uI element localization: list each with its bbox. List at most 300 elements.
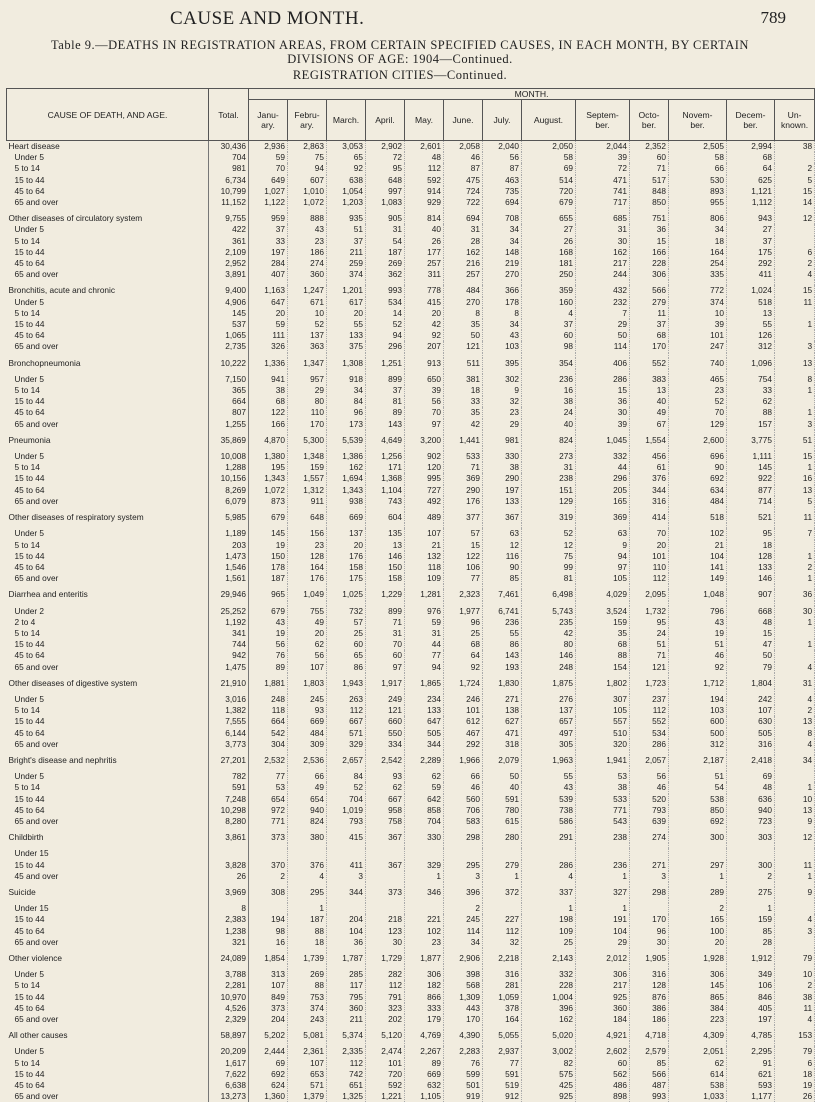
age-row bbox=[7, 551, 815, 562]
total-cell: 27,201 bbox=[209, 755, 249, 766]
month-cell: 80 bbox=[522, 639, 576, 650]
month-cell: 30 bbox=[366, 937, 405, 948]
month-cell: 330 bbox=[483, 451, 522, 462]
month-cell: 2,863 bbox=[288, 141, 327, 153]
month-cell: 106 bbox=[727, 980, 775, 991]
month-cell: 193 bbox=[483, 662, 522, 673]
month-cell: 518 bbox=[727, 297, 775, 308]
month-cell: 165 bbox=[576, 496, 630, 507]
age-label: 15 to 44 bbox=[7, 319, 209, 330]
month-cell: 122 bbox=[249, 407, 288, 418]
header-month: Novem- ber. bbox=[669, 100, 727, 141]
age-label: Under 15 bbox=[7, 903, 209, 914]
month-cell: 37 bbox=[327, 236, 366, 247]
age-row bbox=[7, 224, 815, 235]
month-cell: 204 bbox=[327, 914, 366, 925]
month-cell: 70 bbox=[366, 639, 405, 650]
month-cell: 186 bbox=[288, 247, 327, 258]
month-cell: 630 bbox=[727, 716, 775, 727]
month-cell: 85 bbox=[483, 573, 522, 584]
total-cell: 664 bbox=[209, 396, 249, 407]
age-label: Under 5 bbox=[7, 451, 209, 462]
month-cell: 850 bbox=[669, 805, 727, 816]
month-cell: 23 bbox=[288, 236, 327, 247]
month-cell: 489 bbox=[405, 512, 444, 523]
month-cell: 374 bbox=[669, 297, 727, 308]
month-cell: 18 bbox=[444, 385, 483, 396]
month-cell: 2,542 bbox=[366, 755, 405, 766]
month-cell: 1,554 bbox=[630, 435, 669, 446]
month-cell: 162 bbox=[522, 1014, 576, 1025]
month-cell: 31 bbox=[576, 224, 630, 235]
month-cell: 514 bbox=[522, 175, 576, 186]
month-cell: 47 bbox=[727, 639, 775, 650]
month-cell: 279 bbox=[483, 860, 522, 871]
total-cell: 9,400 bbox=[209, 285, 249, 296]
month-cell: 51 bbox=[630, 639, 669, 650]
month-cell: 26 bbox=[775, 1091, 815, 1102]
month-cell: 1 bbox=[775, 617, 815, 628]
month-cell: 35 bbox=[444, 407, 483, 418]
month-cell: 60 bbox=[576, 1058, 630, 1069]
month-cell: 1,963 bbox=[522, 755, 576, 766]
month-cell: 53 bbox=[576, 771, 630, 782]
month-cell: 36 bbox=[630, 224, 669, 235]
month-cell: 49 bbox=[288, 782, 327, 793]
month-cell: 1 bbox=[775, 407, 815, 418]
month-cell: 154 bbox=[576, 662, 630, 673]
month-cell: 63 bbox=[576, 528, 630, 539]
month-cell: 62 bbox=[669, 1058, 727, 1069]
month-cell: 1,787 bbox=[327, 953, 366, 964]
month-cell: 898 bbox=[576, 1091, 630, 1102]
month-cell: 354 bbox=[522, 358, 576, 369]
month-cell: 87 bbox=[483, 163, 522, 174]
cause-row bbox=[7, 435, 815, 446]
month-cell: 168 bbox=[522, 247, 576, 258]
age-row bbox=[7, 728, 815, 739]
month-cell: 4,309 bbox=[669, 1030, 727, 1041]
month-cell: 738 bbox=[522, 805, 576, 816]
month-cell: 346 bbox=[405, 887, 444, 898]
month-cell: 110 bbox=[288, 407, 327, 418]
month-cell: 85 bbox=[630, 1058, 669, 1069]
month-cell: 217 bbox=[576, 980, 630, 991]
month-cell: 586 bbox=[522, 816, 576, 827]
month-cell: 303 bbox=[727, 832, 775, 843]
month-cell: 2,057 bbox=[630, 755, 669, 766]
month-cell: 162 bbox=[576, 247, 630, 258]
month-cell: 396 bbox=[522, 1003, 576, 1014]
month-cell: 117 bbox=[327, 980, 366, 991]
month-cell: 8 bbox=[444, 308, 483, 319]
month-cell: 751 bbox=[630, 213, 669, 224]
month-cell: 793 bbox=[630, 805, 669, 816]
age-row bbox=[7, 485, 815, 496]
month-cell: 248 bbox=[522, 662, 576, 673]
month-cell: 275 bbox=[727, 887, 775, 898]
header-month: Un- known. bbox=[775, 100, 815, 141]
month-cell: 237 bbox=[630, 694, 669, 705]
age-label: 45 to 64 bbox=[7, 258, 209, 269]
month-cell: 484 bbox=[444, 285, 483, 296]
month-cell: 3 bbox=[775, 419, 815, 430]
month-cell: 1,083 bbox=[366, 197, 405, 208]
month-cell: 103 bbox=[669, 705, 727, 716]
month-cell: 1,694 bbox=[327, 473, 366, 484]
month-cell: 43 bbox=[288, 224, 327, 235]
cause-label: Childbirth bbox=[7, 832, 209, 843]
month-cell: 1,105 bbox=[405, 1091, 444, 1102]
month-cell: 187 bbox=[249, 573, 288, 584]
month-cell: 1,941 bbox=[576, 755, 630, 766]
month-cell: 1,804 bbox=[727, 678, 775, 689]
month-cell: 55 bbox=[327, 319, 366, 330]
month-cell: 68 bbox=[576, 639, 630, 650]
month-cell: 84 bbox=[327, 396, 366, 407]
month-cell: 918 bbox=[327, 374, 366, 385]
month-cell: 232 bbox=[576, 297, 630, 308]
month-cell: 89 bbox=[405, 1058, 444, 1069]
age-row bbox=[7, 848, 815, 859]
age-row bbox=[7, 374, 815, 385]
month-cell: 329 bbox=[327, 739, 366, 750]
total-cell: 782 bbox=[209, 771, 249, 782]
month-cell: 248 bbox=[249, 694, 288, 705]
age-label: 15 to 44 bbox=[7, 473, 209, 484]
month-cell: 4 bbox=[288, 871, 327, 882]
month-cell: 467 bbox=[444, 728, 483, 739]
month-cell: 694 bbox=[444, 213, 483, 224]
month-cell: 2,295 bbox=[727, 1046, 775, 1057]
month-cell: 137 bbox=[522, 705, 576, 716]
month-cell: 9 bbox=[576, 540, 630, 551]
total-cell: 3,891 bbox=[209, 269, 249, 280]
month-cell: 42 bbox=[444, 419, 483, 430]
month-cell: 753 bbox=[288, 992, 327, 1003]
month-cell: 486 bbox=[576, 1080, 630, 1091]
month-cell: 694 bbox=[483, 197, 522, 208]
cause-label: Bronchopneumonia bbox=[7, 358, 209, 369]
month-cell: 55 bbox=[522, 771, 576, 782]
age-label: 15 to 44 bbox=[7, 175, 209, 186]
age-row bbox=[7, 258, 815, 269]
month-cell: 305 bbox=[522, 739, 576, 750]
month-cell: 236 bbox=[483, 617, 522, 628]
month-cell: 66 bbox=[669, 163, 727, 174]
month-cell: 1,380 bbox=[249, 451, 288, 462]
month-cell: 370 bbox=[249, 860, 288, 871]
month-cell: 104 bbox=[669, 551, 727, 562]
month-cell bbox=[775, 848, 815, 859]
month-cell: 92 bbox=[405, 330, 444, 341]
age-row bbox=[7, 540, 815, 551]
age-label: 5 to 14 bbox=[7, 308, 209, 319]
month-cell: 170 bbox=[630, 914, 669, 925]
age-row bbox=[7, 496, 815, 507]
page-header-title: CAUSE AND MONTH. bbox=[170, 8, 364, 30]
total-cell: 1,546 bbox=[209, 562, 249, 573]
month-cell bbox=[483, 903, 522, 914]
month-cell: 614 bbox=[669, 1069, 727, 1080]
month-cell: 3 bbox=[327, 871, 366, 882]
month-cell: 4,921 bbox=[576, 1030, 630, 1041]
month-cell: 571 bbox=[288, 1080, 327, 1091]
month-cell: 373 bbox=[366, 887, 405, 898]
month-cell: 96 bbox=[327, 407, 366, 418]
month-cell: 94 bbox=[405, 662, 444, 673]
month-cell: 893 bbox=[669, 186, 727, 197]
cause-row bbox=[7, 213, 815, 224]
cause-row bbox=[7, 832, 815, 843]
month-cell: 406 bbox=[576, 358, 630, 369]
age-label: 65 and over bbox=[7, 662, 209, 673]
month-cell: 660 bbox=[366, 716, 405, 727]
age-label: 65 and over bbox=[7, 1091, 209, 1102]
month-cell: 194 bbox=[249, 914, 288, 925]
header-month: Febru- ary. bbox=[288, 100, 327, 141]
month-cell: 337 bbox=[522, 887, 576, 898]
month-cell: 313 bbox=[249, 969, 288, 980]
month-cell: 68 bbox=[727, 152, 775, 163]
month-cell: 1,312 bbox=[288, 485, 327, 496]
month-cell: 118 bbox=[249, 705, 288, 716]
month-cell: 376 bbox=[630, 473, 669, 484]
age-label: 5 to 14 bbox=[7, 628, 209, 639]
month-cell: 157 bbox=[727, 419, 775, 430]
month-cell: 692 bbox=[669, 473, 727, 484]
month-cell: 583 bbox=[444, 816, 483, 827]
total-cell: 537 bbox=[209, 319, 249, 330]
cause-label: All other causes bbox=[7, 1030, 209, 1041]
age-label: 65 and over bbox=[7, 269, 209, 280]
month-cell: 30 bbox=[630, 937, 669, 948]
month-cell: 13 bbox=[775, 805, 815, 816]
cause-row bbox=[7, 678, 815, 689]
month-cell: 128 bbox=[727, 551, 775, 562]
month-cell: 796 bbox=[669, 606, 727, 617]
month-cell: 1,121 bbox=[727, 186, 775, 197]
month-cell: 1,112 bbox=[727, 197, 775, 208]
month-cell: 18 bbox=[727, 540, 775, 551]
month-cell: 33 bbox=[727, 385, 775, 396]
month-cell: 306 bbox=[576, 969, 630, 980]
month-cell: 2 bbox=[444, 903, 483, 914]
month-cell: 510 bbox=[576, 728, 630, 739]
age-label: 15 to 44 bbox=[7, 1069, 209, 1080]
month-cell: 35 bbox=[444, 319, 483, 330]
age-label: 45 to 64 bbox=[7, 407, 209, 418]
month-cell: 14 bbox=[366, 308, 405, 319]
month-cell: 1,203 bbox=[327, 197, 366, 208]
age-label: 15 to 44 bbox=[7, 396, 209, 407]
month-cell bbox=[522, 848, 576, 859]
month-cell: 79 bbox=[775, 953, 815, 964]
month-cell: 197 bbox=[249, 247, 288, 258]
month-cell: 330 bbox=[405, 832, 444, 843]
month-cell: 1,229 bbox=[366, 589, 405, 600]
total-cell: 3,016 bbox=[209, 694, 249, 705]
table-subcaption: REGISTRATION CITIES—Continued. bbox=[0, 68, 800, 83]
month-cell: 1,928 bbox=[669, 953, 727, 964]
age-label: 15 to 44 bbox=[7, 860, 209, 871]
month-cell: 13 bbox=[630, 385, 669, 396]
month-cell: 1,221 bbox=[366, 1091, 405, 1102]
month-cell: 23 bbox=[288, 540, 327, 551]
month-cell: 107 bbox=[249, 980, 288, 991]
month-cell bbox=[405, 848, 444, 859]
total-cell: 3,773 bbox=[209, 739, 249, 750]
age-label: 5 to 14 bbox=[7, 236, 209, 247]
age-label: 45 to 64 bbox=[7, 1003, 209, 1014]
total-cell: 2,383 bbox=[209, 914, 249, 925]
month-cell: 2,040 bbox=[483, 141, 522, 153]
month-cell: 56 bbox=[288, 650, 327, 661]
header-cause: CAUSE OF DEATH, AND AGE. bbox=[7, 89, 209, 141]
total-cell: 2,329 bbox=[209, 1014, 249, 1025]
month-cell: 95 bbox=[366, 163, 405, 174]
month-cell: 15 bbox=[775, 186, 815, 197]
month-cell bbox=[630, 848, 669, 859]
month-cell: 159 bbox=[727, 914, 775, 925]
month-cell: 76 bbox=[444, 1058, 483, 1069]
age-row bbox=[7, 175, 815, 186]
month-cell: 46 bbox=[669, 650, 727, 661]
month-cell: 538 bbox=[669, 1080, 727, 1091]
month-cell: 593 bbox=[727, 1080, 775, 1091]
month-cell: 64 bbox=[727, 163, 775, 174]
header-total: Total. bbox=[209, 89, 249, 141]
month-cell: 1 bbox=[775, 782, 815, 793]
month-cell: 1,004 bbox=[522, 992, 576, 1003]
month-cell: 1,343 bbox=[327, 485, 366, 496]
month-cell: 679 bbox=[249, 512, 288, 523]
month-cell: 1 bbox=[775, 639, 815, 650]
month-cell: 94 bbox=[576, 551, 630, 562]
month-cell: 648 bbox=[288, 512, 327, 523]
month-cell bbox=[366, 871, 405, 882]
cause-row bbox=[7, 141, 815, 153]
month-cell: 285 bbox=[327, 969, 366, 980]
month-cell: 306 bbox=[669, 969, 727, 980]
cause-row bbox=[7, 887, 815, 898]
month-cell: 518 bbox=[669, 512, 727, 523]
month-cell: 1,729 bbox=[366, 953, 405, 964]
header-month: Janu- ary. bbox=[249, 100, 288, 141]
month-cell: 101 bbox=[669, 330, 727, 341]
month-cell: 344 bbox=[327, 887, 366, 898]
total-cell: 361 bbox=[209, 236, 249, 247]
month-cell: 669 bbox=[327, 512, 366, 523]
month-cell: 146 bbox=[366, 551, 405, 562]
month-cell: 519 bbox=[483, 1080, 522, 1091]
month-cell: 153 bbox=[775, 1030, 815, 1041]
month-cell: 706 bbox=[444, 805, 483, 816]
month-cell: 326 bbox=[249, 341, 288, 352]
total-cell: 8,280 bbox=[209, 816, 249, 827]
month-cell: 175 bbox=[327, 573, 366, 584]
month-cell: 632 bbox=[405, 1080, 444, 1091]
month-cell: 29 bbox=[288, 385, 327, 396]
month-cell: 8 bbox=[775, 728, 815, 739]
month-cell: 627 bbox=[483, 716, 522, 727]
month-cell: 386 bbox=[630, 1003, 669, 1014]
month-cell: 50 bbox=[576, 330, 630, 341]
month-cell: 107 bbox=[288, 662, 327, 673]
month-cell bbox=[727, 848, 775, 859]
month-cell: 56 bbox=[249, 639, 288, 650]
month-cell: 12 bbox=[522, 540, 576, 551]
month-cell: 1,163 bbox=[249, 285, 288, 296]
month-cell: 24 bbox=[522, 407, 576, 418]
month-cell: 194 bbox=[669, 694, 727, 705]
month-cell: 1,881 bbox=[249, 678, 288, 689]
month-cell: 958 bbox=[366, 805, 405, 816]
month-cell: 696 bbox=[669, 451, 727, 462]
month-cell: 12 bbox=[775, 832, 815, 843]
age-label: 65 and over bbox=[7, 816, 209, 827]
month-cell: 6 bbox=[775, 247, 815, 258]
month-cell: 37 bbox=[522, 319, 576, 330]
month-cell: 86 bbox=[483, 639, 522, 650]
month-cell: 323 bbox=[366, 1003, 405, 1014]
month-cell: 114 bbox=[444, 926, 483, 937]
age-label: Under 5 bbox=[7, 374, 209, 385]
month-cell: 865 bbox=[669, 992, 727, 1003]
month-cell: 647 bbox=[405, 716, 444, 727]
month-cell: 5,055 bbox=[483, 1030, 522, 1041]
month-cell: 107 bbox=[405, 528, 444, 539]
month-cell: 1,966 bbox=[444, 755, 483, 766]
month-cell: 20 bbox=[630, 540, 669, 551]
month-cell: 638 bbox=[327, 175, 366, 186]
age-label: 45 to 64 bbox=[7, 650, 209, 661]
month-cell: 380 bbox=[288, 832, 327, 843]
month-cell: 69 bbox=[522, 163, 576, 174]
age-row bbox=[7, 163, 815, 174]
age-label: 5 to 14 bbox=[7, 540, 209, 551]
month-cell: 129 bbox=[669, 419, 727, 430]
month-cell bbox=[630, 903, 669, 914]
month-cell: 38 bbox=[249, 385, 288, 396]
month-cell: 4,029 bbox=[576, 589, 630, 600]
month-cell: 40 bbox=[405, 224, 444, 235]
age-row bbox=[7, 396, 815, 407]
age-label: 5 to 14 bbox=[7, 705, 209, 716]
month-cell: 98 bbox=[249, 926, 288, 937]
age-label: 15 to 44 bbox=[7, 247, 209, 258]
month-cell: 68 bbox=[444, 639, 483, 650]
month-cell: 101 bbox=[630, 551, 669, 562]
age-label: 65 and over bbox=[7, 739, 209, 750]
month-cell: 112 bbox=[405, 163, 444, 174]
month-cell: 23 bbox=[669, 385, 727, 396]
month-cell: 53 bbox=[249, 782, 288, 793]
month-cell: 173 bbox=[327, 419, 366, 430]
month-cell: 651 bbox=[327, 1080, 366, 1091]
month-cell: 176 bbox=[288, 573, 327, 584]
month-cell: 363 bbox=[288, 341, 327, 352]
month-cell: 105 bbox=[576, 573, 630, 584]
month-cell: 62 bbox=[366, 782, 405, 793]
total-cell: 145 bbox=[209, 308, 249, 319]
month-cell: 685 bbox=[576, 213, 630, 224]
month-cell: 1 bbox=[727, 903, 775, 914]
month-cell: 75 bbox=[288, 152, 327, 163]
month-cell: 179 bbox=[405, 1014, 444, 1025]
month-cell: 23 bbox=[405, 937, 444, 948]
month-cell: 286 bbox=[576, 374, 630, 385]
